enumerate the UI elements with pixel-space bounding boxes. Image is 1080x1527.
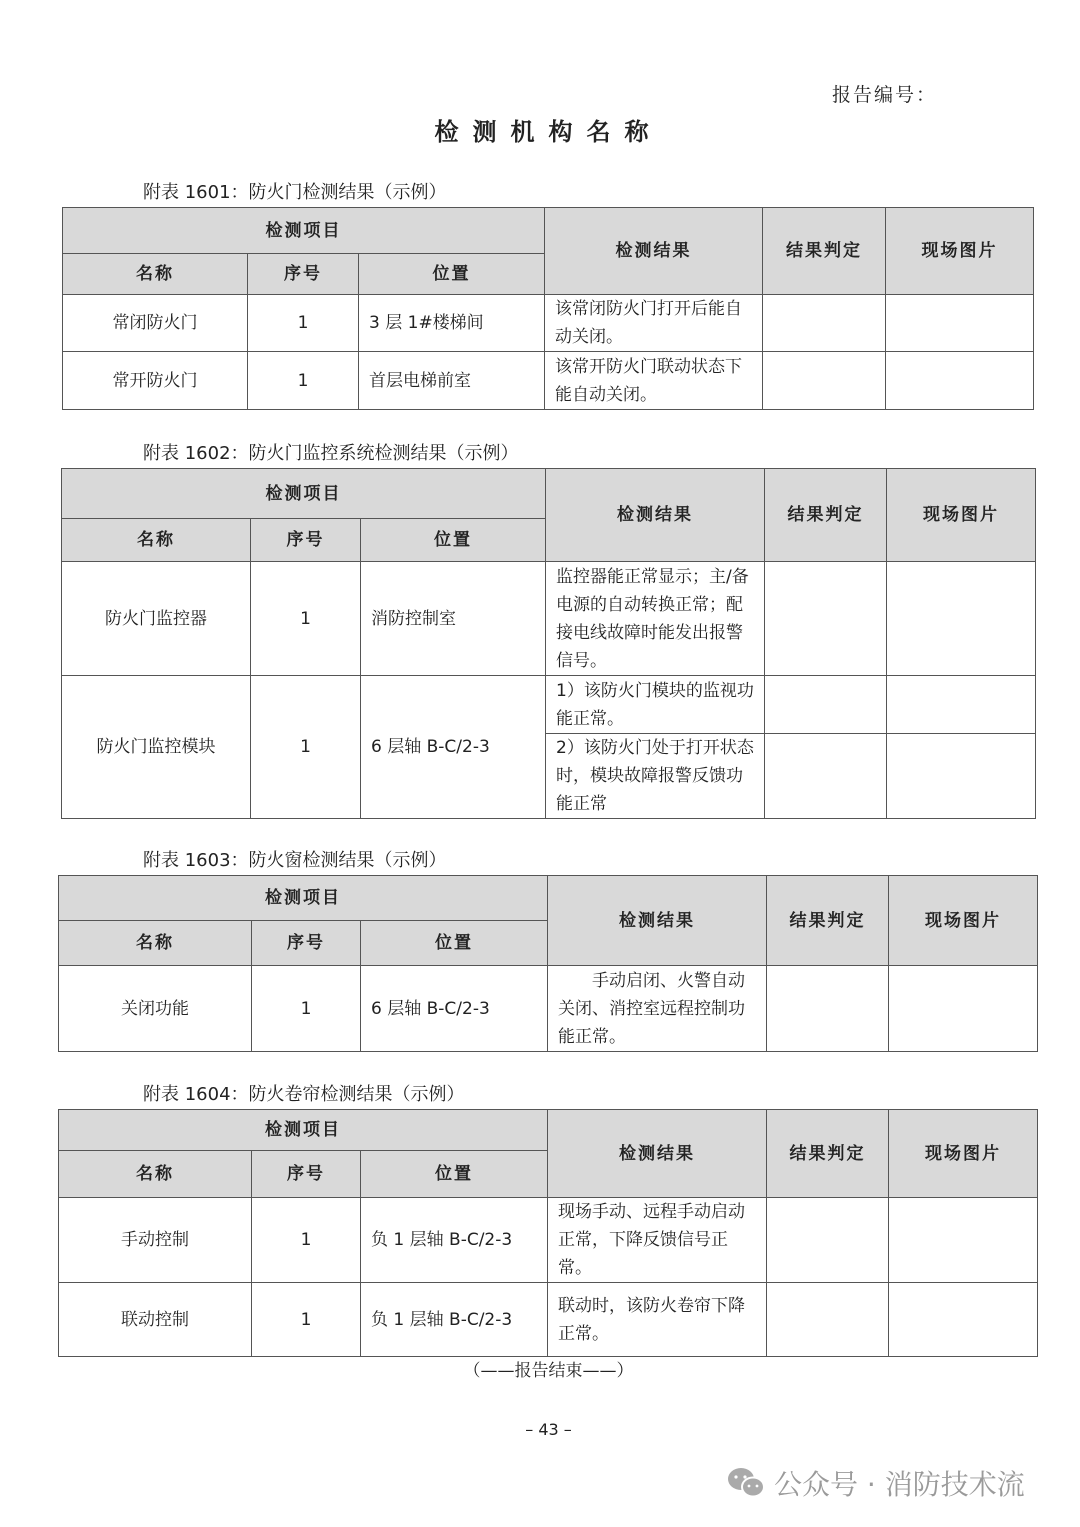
table-row (63, 295, 1034, 352)
item-judgement (765, 676, 887, 734)
item-result: 现场手动、远程手动启动正常，下降反馈信号正常。 (548, 1198, 767, 1283)
table-row (62, 676, 1036, 734)
header-row (62, 469, 1036, 519)
item-position: 负 1 层轴 B-C/2-3 (361, 1283, 548, 1357)
item-seq: 1 (248, 295, 359, 352)
item-name: 常开防火门 (63, 352, 248, 410)
header-row (63, 208, 1034, 254)
header-result: 检测结果 (548, 1110, 767, 1198)
header-seq: 序号 (252, 921, 361, 966)
header-seq: 序号 (252, 1151, 361, 1198)
item-judgement (767, 966, 889, 1052)
item-position: 6 层轴 B-C/2-3 (361, 676, 546, 819)
item-photo (887, 734, 1036, 819)
item-result: 手动启闭、火警自动关闭、消控室远程控制功能正常。 (548, 966, 767, 1052)
table-caption: 附表 1603：防火窗检测结果（示例） (143, 850, 447, 871)
item-seq: 1 (251, 562, 361, 676)
header-name: 名称 (59, 1151, 252, 1198)
item-name: 联动控制 (59, 1283, 252, 1357)
results-table (61, 468, 1036, 819)
item-photo (889, 966, 1038, 1052)
item-photo (889, 1198, 1038, 1283)
end-note: （——报告结束——） (463, 1361, 634, 1381)
header-group: 检测项目 (59, 876, 548, 921)
results-table (58, 875, 1038, 1052)
item-name: 手动控制 (59, 1198, 252, 1283)
item-position: 3 层 1#楼梯间 (359, 295, 545, 352)
item-result: 监控器能正常显示；主/备电源的自动转换正常；配接电线故障时能发出报警信号。 (546, 562, 765, 676)
item-judgement (763, 352, 886, 410)
header-position: 位置 (361, 921, 548, 966)
item-name: 防火门监控器 (62, 562, 251, 676)
item-result: 该常闭防火门打开后能自动关闭。 (545, 295, 763, 352)
item-position: 首层电梯前室 (359, 352, 545, 410)
item-photo (887, 562, 1036, 676)
item-judgement (765, 734, 887, 819)
header-name: 名称 (63, 254, 248, 295)
table-caption: 附表 1604：防火卷帘检测结果（示例） (143, 1084, 465, 1105)
watermark (726, 1463, 1025, 1503)
item-judgement (763, 295, 886, 352)
item-result: 1）该防火门模块的监视功能正常。 (546, 676, 765, 734)
item-judgement (767, 1198, 889, 1283)
page-number: – 43 – (525, 1420, 572, 1439)
header-seq: 序号 (251, 519, 361, 562)
item-judgement (767, 1283, 889, 1357)
item-name: 常闭防火门 (63, 295, 248, 352)
watermark-text: 公众号 · 消防技术流 (774, 1468, 1025, 1501)
item-result: 2）该防火门处于打开状态时，模块故障报警反馈功能正常 (546, 734, 765, 819)
header-row (59, 1110, 1038, 1151)
header-position: 位置 (359, 254, 545, 295)
item-seq: 1 (248, 352, 359, 410)
header-judgement: 结果判定 (763, 208, 886, 295)
item-seq: 1 (252, 1198, 361, 1283)
header-group: 检测项目 (59, 1110, 548, 1151)
header-result: 检测结果 (546, 469, 765, 562)
wechat-icon (726, 1466, 766, 1500)
item-position: 6 层轴 B-C/2-3 (361, 966, 548, 1052)
item-result: 该常开防火门联动状态下能自动关闭。 (545, 352, 763, 410)
item-name: 关闭功能 (59, 966, 252, 1052)
header-row (59, 876, 1038, 921)
header-judgement: 结果判定 (767, 876, 889, 966)
table-row (62, 562, 1036, 676)
table-row (59, 1198, 1038, 1283)
item-name: 防火门监控模块 (62, 676, 251, 819)
item-result: 联动时，该防火卷帘下降正常。 (548, 1283, 767, 1357)
header-name: 名称 (59, 921, 252, 966)
header-photo: 现场图片 (889, 876, 1038, 966)
table-row (59, 966, 1038, 1052)
header-judgement: 结果判定 (767, 1110, 889, 1198)
header-position: 位置 (361, 1151, 548, 1198)
table-row (63, 352, 1034, 410)
table-caption: 附表 1601：防火门检测结果（示例） (143, 182, 447, 203)
table-caption: 附表 1602：防火门监控系统检测结果（示例） (143, 443, 519, 464)
header-group: 检测项目 (62, 469, 546, 519)
header-position: 位置 (361, 519, 546, 562)
header-name: 名称 (62, 519, 251, 562)
item-position: 负 1 层轴 B-C/2-3 (361, 1198, 548, 1283)
results-table (58, 1109, 1038, 1357)
table-row (59, 1283, 1038, 1357)
organization-title: 检测机构名称 (434, 118, 663, 146)
item-seq: 1 (252, 966, 361, 1052)
report-number-label: 报告编号： (832, 84, 938, 106)
item-photo (889, 1283, 1038, 1357)
header-photo: 现场图片 (889, 1110, 1038, 1198)
header-photo: 现场图片 (886, 208, 1034, 295)
header-group: 检测项目 (63, 208, 545, 254)
item-photo (886, 352, 1034, 410)
results-table (62, 207, 1034, 410)
item-seq: 1 (251, 676, 361, 819)
header-seq: 序号 (248, 254, 359, 295)
item-judgement (765, 562, 887, 676)
item-photo (886, 295, 1034, 352)
header-result: 检测结果 (545, 208, 763, 295)
header-photo: 现场图片 (887, 469, 1036, 562)
header-judgement: 结果判定 (765, 469, 887, 562)
item-seq: 1 (252, 1283, 361, 1357)
item-position: 消防控制室 (361, 562, 546, 676)
item-photo (887, 676, 1036, 734)
header-result: 检测结果 (548, 876, 767, 966)
